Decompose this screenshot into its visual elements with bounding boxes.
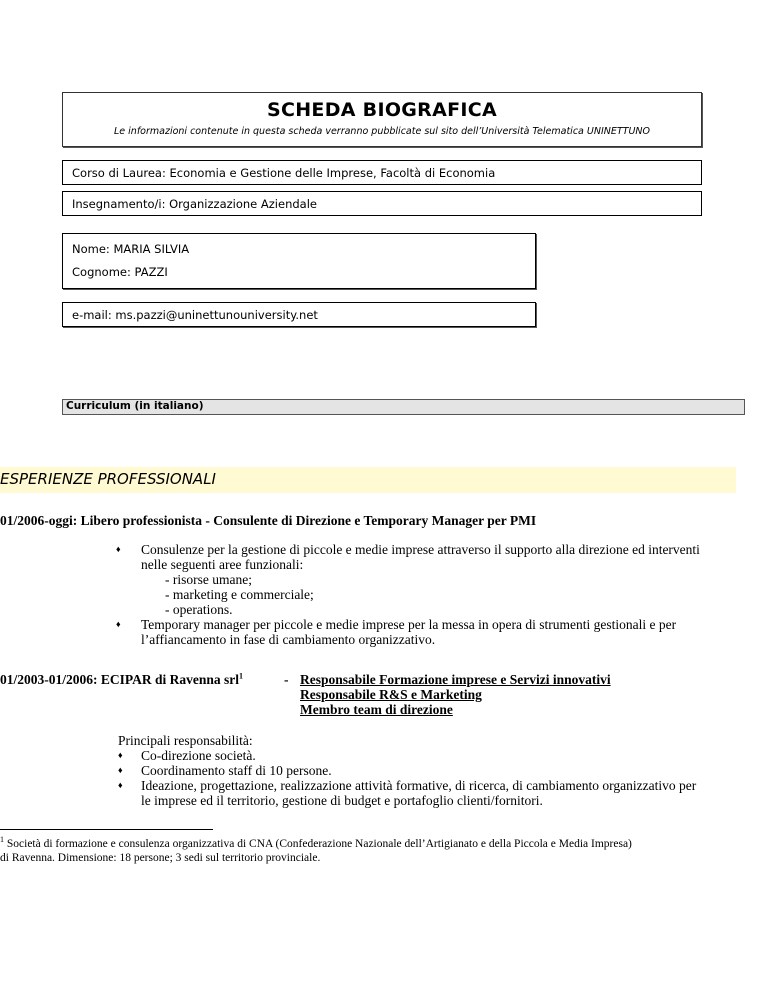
job2-separator: - <box>284 672 289 687</box>
footnote-divider <box>0 829 213 830</box>
job1-bullet1-line2: nelle seguenti aree funzionali: <box>141 557 304 572</box>
name-field <box>62 233 536 289</box>
job2-role3: Membro team di direzione <box>300 702 453 717</box>
job1-bullet2-line1: Temporary manager per piccole e medie imprese per la messa in opera di strumenti gestionali e per <box>141 617 677 632</box>
bullet-icon: ♦ <box>118 765 123 775</box>
job2-resp3-line2: le imprese ed il territorio, gestione di budget e portafoglio clienti/fornitori. <box>141 793 543 808</box>
section-title: ESPERIENZE PROFESSIONALI <box>0 470 216 488</box>
corso-text: Corso di Laurea: Economia e Gestione delle Imprese, Facoltà di Economia <box>72 166 496 180</box>
footnote-ref: 1 <box>239 671 244 681</box>
corso-field <box>62 160 702 185</box>
cognome-text: Cognome: PAZZI <box>72 265 168 279</box>
job1-sub3: - operations. <box>165 602 233 617</box>
section-band <box>0 467 736 493</box>
nome-text: Nome: MARIA SILVIA <box>72 242 190 256</box>
job2-heading <box>0 672 243 687</box>
job2-role1: Responsabile Formazione imprese e Servizi innovativi <box>300 672 611 687</box>
job2-resp1: Co-direzione società. <box>141 748 256 763</box>
job1-sub1: - risorse umane; <box>165 572 252 587</box>
bullet-icon: ♦ <box>116 619 121 629</box>
header-box <box>62 92 702 147</box>
job1-bullet2-line2: l’affiancamento in fase di cambiamento organizzativo. <box>141 632 436 647</box>
bullet-icon: ♦ <box>116 544 121 554</box>
job2-heading-text: 01/2003-01/2006: ECIPAR di Ravenna srl <box>0 672 240 687</box>
job1-sub2: - marketing e commerciale; <box>165 587 314 602</box>
job1-heading: 01/2006-oggi: Libero professionista - Consulente di Direzione e Temporary Manager per PMI <box>0 513 537 528</box>
footnote-number: 1 <box>0 835 4 845</box>
bullet-icon: ♦ <box>118 780 123 790</box>
insegnamento-text: Insegnamento/i: Organizzazione Aziendale <box>72 197 317 211</box>
footnote-line1-text: Società di formazione e consulenza organizzativa di CNA (Confederazione Nazionale dell’Artigianato e della Piccola e Media Impresa) <box>6 838 632 850</box>
email-field <box>62 302 536 327</box>
page-title: SCHEDA BIOGRAFICA <box>266 99 498 121</box>
footnote-line1 <box>0 837 736 851</box>
curriculum-label: Curriculum (in italiano) <box>62 399 745 415</box>
footnote-line2: di Ravenna. Dimensione: 18 persone; 3 sedi sul territorio provinciale. <box>0 852 321 864</box>
job2-role2: Responsabile R&S e Marketing <box>300 687 482 702</box>
job2-resp3-line1: Ideazione, progettazione, realizzazione attività formative, di ricerca, di cambiamento organizzativo per <box>141 778 697 793</box>
bullet-icon: ♦ <box>118 750 123 760</box>
email-text: e-mail: ms.pazzi@uninettunouniversity.net <box>72 308 318 322</box>
job2-resp2: Coordinamento staff di 10 persone. <box>141 763 332 778</box>
page-subtitle: Le informazioni contenute in questa scheda verranno pubblicate sul sito dell’Università Telematica UNINETTUNO <box>114 126 650 137</box>
insegnamento-field <box>62 191 702 216</box>
job1-bullet1-line1: Consulenze per la gestione di piccole e medie imprese attraverso il supporto alla direzione ed interventi <box>141 542 700 557</box>
job2-resp-label: Principali responsabilità: <box>118 733 253 748</box>
